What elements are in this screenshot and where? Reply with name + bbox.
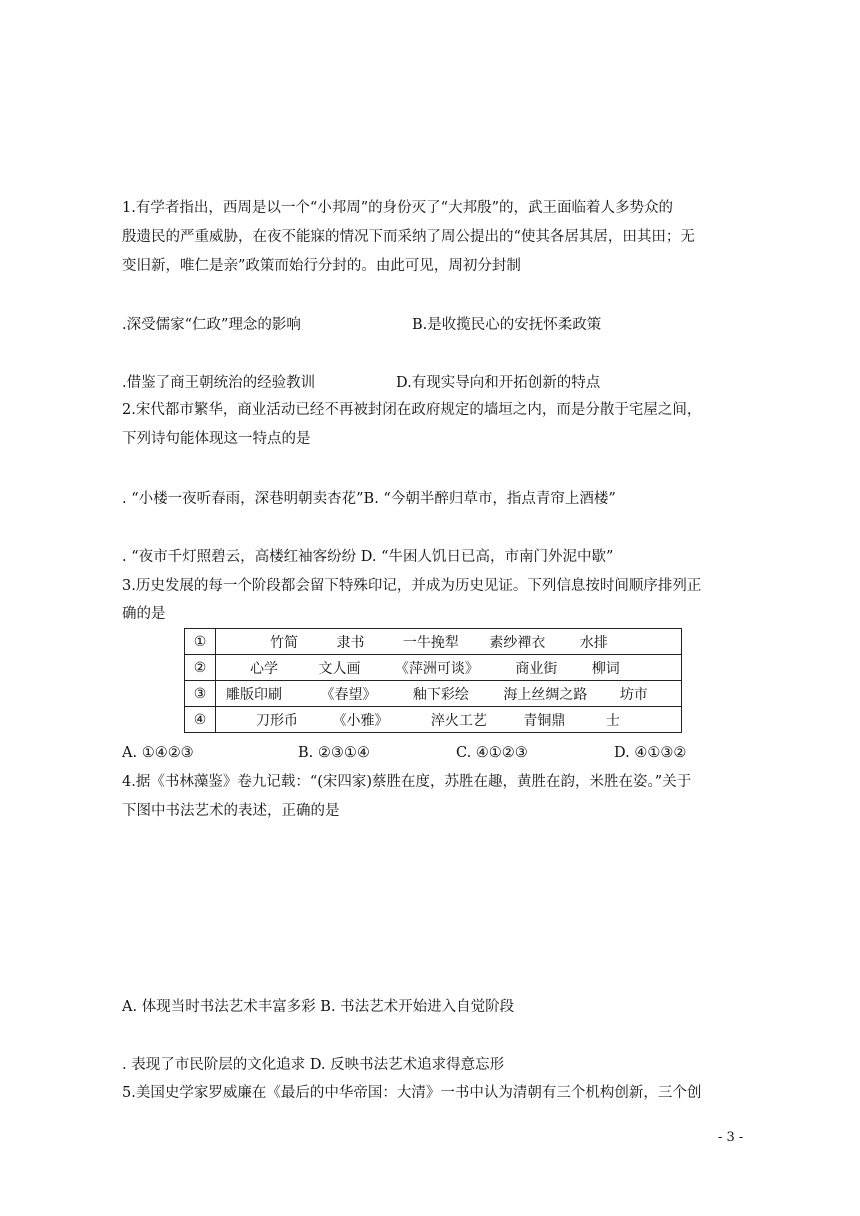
- table-cell: 《小雅》: [332, 712, 389, 729]
- q4-options-cd: . 表现了市民阶层的文化追求 D. 反映书法艺术追求得意忘形: [122, 1057, 505, 1073]
- table-cell: 坊市: [619, 686, 648, 703]
- table-row: [185, 681, 682, 707]
- q2-options-ab: . “小楼一夜听春雨，深巷明朝卖杏花”B. “今朝半醉归草市，指点青帘上酒楼”: [122, 491, 616, 507]
- q3-option-a: A. ①④②③: [122, 745, 194, 761]
- table-cell: 素纱襌衣: [489, 634, 546, 651]
- q4-stem-line-2: 下图中书法艺术的表述，正确的是: [122, 803, 340, 819]
- q3-stem-line-1: 3.历史发展的每一个阶段都会留下特殊印记，并成为历史见证。下列信息按时间顺序排列正: [122, 578, 702, 594]
- table-cell: 隶书: [336, 634, 365, 651]
- q1-option-c: .借鉴了商王朝统治的经验教训: [122, 375, 316, 391]
- q5-stem-line-1: 5.美国史学家罗威廉在《最后的中华帝国：大清》一书中认为清朝有三个机构创新，三个创: [122, 1085, 702, 1101]
- q3-option-b: B. ②③①④: [298, 745, 370, 761]
- q3-option-c: C. ④①②③: [456, 745, 528, 761]
- table-row: [185, 655, 682, 681]
- row-number: ④: [185, 707, 216, 733]
- table-row: [185, 629, 682, 655]
- table-cell: 《春望》: [320, 686, 377, 703]
- q1-stem-line-3: 变旧新，唯仁是亲”政策而始行分封的。由此可见，周初分封制: [122, 258, 521, 274]
- table-cell: 文人画: [318, 660, 361, 677]
- table-cell: 商业街: [515, 660, 558, 677]
- q1-option-d: D.有现实导向和开拓创新的特点: [396, 375, 601, 391]
- row-number: ③: [185, 681, 216, 707]
- q1-option-b: B.是收揽民心的安抚怀柔政策: [412, 317, 602, 333]
- q3-option-d: D. ④①③②: [614, 745, 687, 761]
- table-cell: 竹简: [270, 634, 298, 651]
- q2-stem-line-2: 下列诗句能体现这一特点的是: [122, 431, 311, 447]
- table-cell: 雕版印刷: [226, 686, 282, 703]
- page-number: - 3 -: [718, 1130, 744, 1145]
- table-cell: 水排: [579, 634, 608, 651]
- table-cell: 刀形币: [256, 712, 298, 729]
- q4-options-ab: A. 体现当时书法艺术丰富多彩 B. 书法艺术开始进入自觉阶段: [122, 999, 515, 1015]
- q1-option-a: .深受儒家“仁政”理念的影响: [122, 317, 301, 333]
- table-cell: 淬火工艺: [430, 712, 487, 729]
- table-cell: 一牛挽犁: [402, 634, 459, 651]
- row-number: ②: [185, 655, 216, 681]
- q2-stem-line-1: 2.宋代都市繁华，商业活动已经不再被封闭在政府规定的墙垣之内，而是分散于宅屋之间，: [122, 402, 702, 418]
- table-row: [185, 707, 682, 733]
- q1-stem-line-2: 殷遗民的严重威胁，在夜不能寐的情况下而采纳了周公提出的“使其各居其居，田其田；无: [122, 229, 695, 245]
- table-cell: 海上丝绸之路: [503, 686, 588, 703]
- table-cell: 青铜鼎: [523, 712, 566, 729]
- q1-stem-line-1: 1.有学者指出，西周是以一个“小邦周”的身份灭了“大邦殷”的，武王面临着人多势众的: [122, 200, 673, 216]
- q4-stem-line-1: 4.据《书林藻鉴》卷九记载：“(宋四家)蔡胜在度，苏胜在趣，黄胜在韵，米胜在姿。”关于: [122, 774, 692, 790]
- q3-stem-line-2: 确的是: [122, 606, 166, 622]
- q2-options-cd: . “夜市千灯照碧云，高楼红袖客纷纷 D. “牛困人饥日已高，市南门外泥中歇”: [122, 549, 614, 565]
- table-cell: 士: [605, 712, 620, 729]
- table-cell: 釉下彩绘: [412, 686, 469, 703]
- row-number: ①: [185, 629, 216, 655]
- table-cell: 柳词: [591, 660, 620, 677]
- q3-info-table: [184, 628, 682, 733]
- table-cell: 《萍洲可谈》: [394, 660, 479, 677]
- table-cell: 心学: [250, 660, 278, 677]
